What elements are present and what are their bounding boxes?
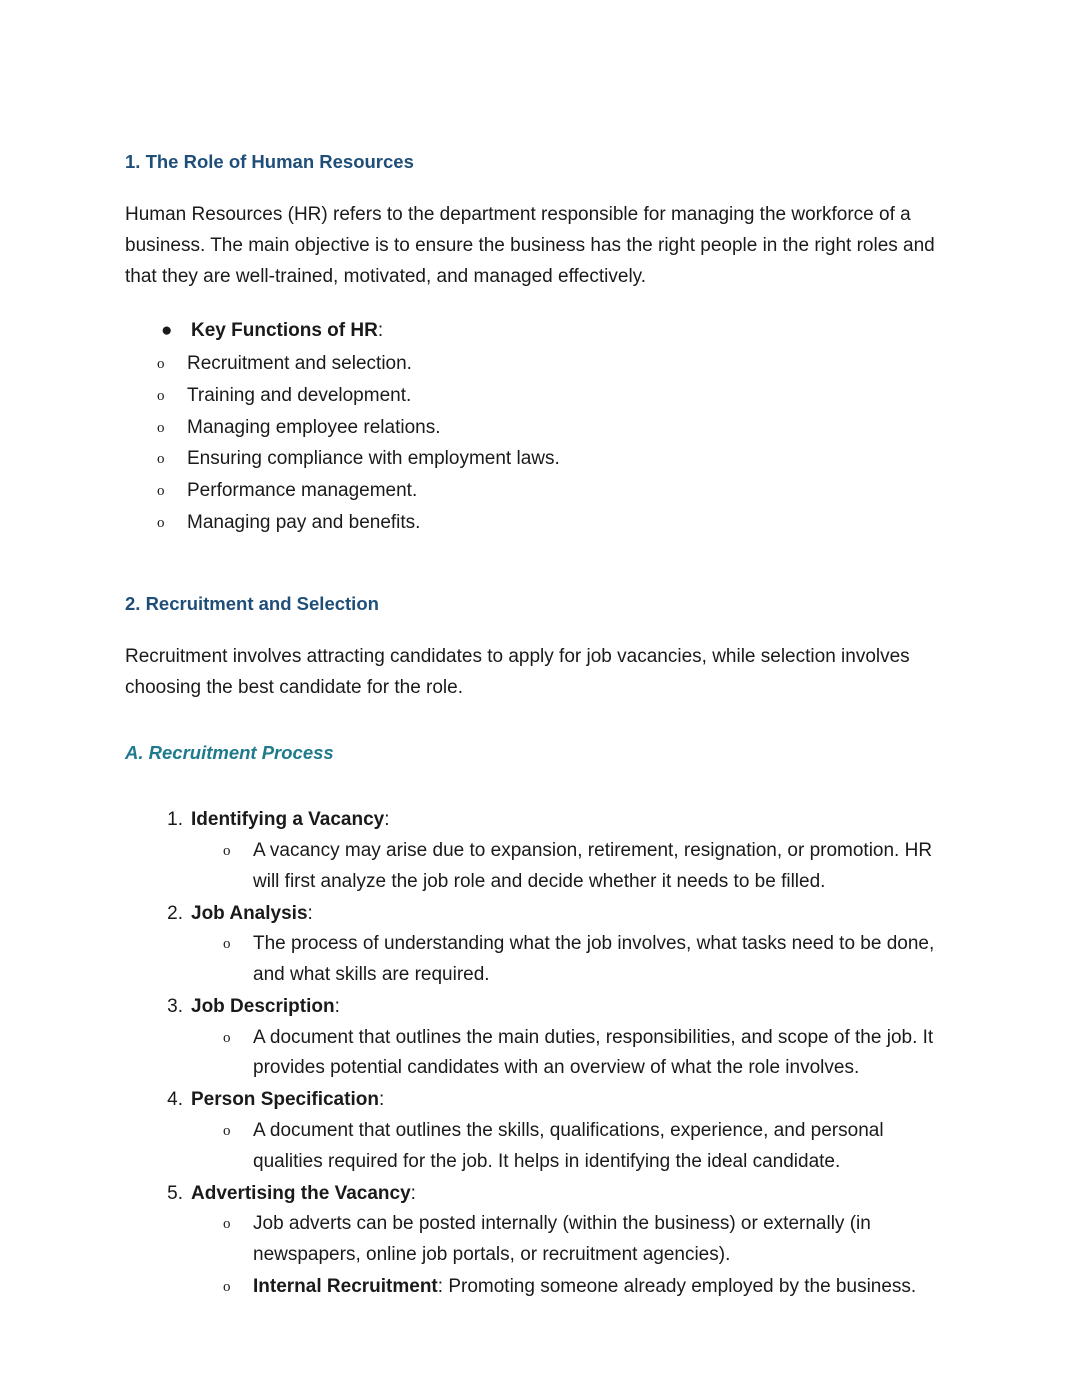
list-item	[125, 381, 955, 412]
list-item-title-suffix: :	[378, 1089, 385, 1111]
list-item-number: 3.	[167, 995, 183, 1017]
step-details-list	[191, 1023, 955, 1085]
list-item-title-suffix: :	[384, 809, 390, 831]
list-item	[125, 349, 955, 380]
list-item-text: A document that outlines the main duties, responsibilities, and scope of the job. It provides potential candidates with an overview of what the role involves.	[253, 1026, 934, 1079]
list-item-text: Managing employee relations.	[187, 416, 441, 438]
list-item	[125, 992, 955, 1084]
key-functions-list	[125, 316, 955, 347]
list-item-text: Training and development.	[187, 384, 412, 406]
bullet-circle-icon: o	[157, 451, 165, 468]
list-item-title: Job Description	[191, 995, 335, 1017]
list-item	[191, 1272, 955, 1303]
list-item-text: Recruitment and selection.	[187, 353, 412, 375]
bullet-circle-icon: o	[223, 936, 231, 953]
list-item	[191, 929, 955, 991]
section-1-paragraph: Human Resources (HR) refers to the department responsible for managing the workforce of a business. The main objective is to ensure the business has the right people in the right roles and that they are well-trained, motivated, and managed effectively.	[125, 204, 935, 287]
list-item-title: Person Specification	[191, 1089, 379, 1111]
list-item-text: Ensuring compliance with employment laws.	[187, 448, 560, 470]
list-item-text: The process of understanding what the job involves, what tasks need to be done, and what skills are required.	[253, 933, 935, 986]
list-item	[125, 413, 955, 444]
list-item-text: A document that outlines the skills, qualifications, experience, and personal qualities required for the job. It helps in identifying the ideal candidate.	[253, 1119, 884, 1172]
list-item-title: Identifying a Vacancy	[191, 809, 385, 831]
section-spacer	[125, 540, 955, 592]
list-item-title: Advertising the Vacancy	[191, 1182, 411, 1204]
list-item-number: 5.	[167, 1182, 183, 1204]
list-item	[125, 1085, 955, 1177]
recruitment-process-list	[125, 805, 955, 1302]
bullet-circle-icon: o	[223, 843, 231, 860]
list-item	[191, 1209, 955, 1271]
subheading-spacer	[125, 791, 955, 805]
step-details-list	[191, 929, 955, 991]
bullet-circle-icon: o	[157, 356, 165, 373]
list-item	[125, 899, 955, 991]
bullet-circle-icon: o	[223, 1029, 231, 1046]
section-heading-2: 2. Recruitment and Selection	[125, 592, 379, 614]
list-item	[125, 476, 955, 507]
list-item-lead: Internal Recruitment	[253, 1275, 438, 1297]
list-item-title-suffix: :	[307, 902, 313, 924]
list-item-number: 4.	[167, 1089, 183, 1111]
paragraph-spacer	[125, 727, 955, 741]
bullet-circle-icon: o	[157, 514, 165, 531]
list-item	[191, 1023, 955, 1085]
list-item-text: A vacancy may arise due to expansion, retirement, resignation, or promotion. HR will first analyze the job role and decide whether it needs to be filled.	[253, 840, 933, 892]
bullet-dot-icon: ●	[161, 320, 173, 342]
list-item	[125, 444, 955, 475]
bullet-circle-icon: o	[157, 387, 165, 404]
bullet-circle-icon: o	[223, 1278, 231, 1295]
list-item-text: : Promoting someone already employed by the business.	[437, 1275, 917, 1297]
key-functions-label: Key Functions of HR	[191, 320, 378, 342]
list-item-text: Managing pay and benefits.	[187, 511, 421, 533]
list-item-text: Job adverts can be posted internally (within the business) or externally (in newspapers, online job portals, or recruitment agencies).	[253, 1213, 871, 1266]
bullet-circle-icon: o	[157, 419, 165, 436]
step-details-list	[191, 836, 955, 898]
bullet-circle-icon: o	[223, 1216, 231, 1233]
list-item-title-suffix: :	[410, 1182, 416, 1204]
sub-heading-recruitment-process: A. Recruitment Process	[125, 742, 334, 764]
list-item-number: 2.	[167, 902, 183, 924]
step-details-list	[191, 1209, 955, 1302]
list-item	[191, 1116, 955, 1178]
bullet-circle-icon: o	[223, 1122, 231, 1139]
list-item	[191, 836, 955, 898]
list-item	[125, 316, 955, 347]
section-2-paragraph: Recruitment involves attracting candidates to apply for job vacancies, while selection involves choosing the best candidate for the role.	[125, 645, 910, 698]
step-details-list	[191, 1116, 955, 1178]
section-heading-1: 1. The Role of Human Resources	[125, 151, 414, 172]
list-item	[125, 805, 955, 897]
list-item-text: Performance management.	[187, 480, 418, 502]
list-item	[125, 1179, 955, 1303]
list-item-title-suffix: :	[334, 995, 340, 1017]
key-functions-sublist	[125, 349, 955, 539]
key-functions-label-suffix: :	[377, 320, 384, 342]
list-item-number: 1.	[167, 809, 183, 831]
bullet-circle-icon: o	[157, 483, 165, 500]
list-item	[125, 508, 955, 539]
list-item-title: Job Analysis	[191, 902, 308, 924]
